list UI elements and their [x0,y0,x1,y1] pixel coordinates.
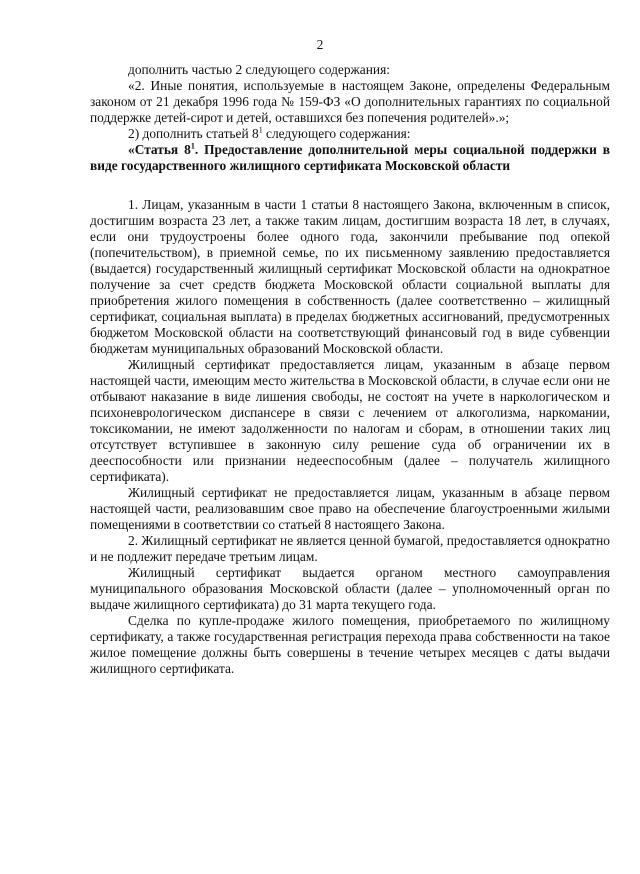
paragraph-transaction-deadline: Сделка по купле-продаже жилого помещения, приобретаемого по жилищному сертификату, а также государственная регистрация перехода права собственности на такое жилое помещение должны быть совершены в течение четырех месяцев с даты выдачи жилищного сертификата. [90,613,610,676]
article-title-start: «Статья 8 [128,142,191,157]
article-title-superscript: 1 [190,141,195,151]
paragraph-add-article [90,126,610,142]
add-article-text: 2) дополнить статьей 8 [128,126,259,141]
paragraph-clause-1: 1. Лицам, указанным в части 1 статьи 8 настоящего Закона, включенным в список, достигшим возраста 23 лет, а также таким лицам, достигшим возраста 18 лет, в случаях, если они трудоустроены более одного года, закончили пребывание под опекой (попечительством), в приемной семье, по их письменному заявлению предоставляется (выдается) государственный жилищный сертификат Московской области на однократное получение за счет средств бюджета Московской области социальной выплаты для приобретения жилого помещения в собственность (далее соответственно – жилищный сертификат, социальная выплата) в пределах бюджетных ассигнований, предусмотренных бюджетом Московской области на соответствующий финансовый год в виде субвенции бюджетам муниципальных образований Московской области. [90,197,610,356]
paragraph-eligibility: Жилищный сертификат предоставляется лицам, указанным в абзаце первом настоящей части, имеющим место жительства в Московской области, в случае если они не отбывают наказание в виде лишения свободы, не состоят на учете в наркологическом и психоневрологическом диспансере в связи с лечением от алкоголизма, наркомании, токсикомании, не имеют задолженности по налогам и сборам, в отношении таких лиц отсутствует вступившее в законную силу решение суда об ограничении их в дееспособности или признании недееспособным (далее – получатель жилищного сертификата). [90,357,610,484]
paragraph-issuing-authority: Жилищный сертификат выдается органом местного самоуправления муниципального образования Московской области (далее – уполномоченный орган по выдаче жилищного сертификата) до 31 марта текущего года. [90,565,610,612]
paragraph-part-2-definition: «2. Иные понятия, используемые в настоящем Законе, определены Федеральным законом от 21 декабря 1996 года № 159-ФЗ «О дополнительных гарантиях по социальной поддержке детей-сирот и детей, оставшихся без попечения родителей».»; [90,78,610,125]
paragraph-intro: дополнить частью 2 следующего содержания: [128,62,390,77]
document-body [90,62,610,677]
section-spacer [90,174,610,197]
add-article-superscript: 1 [258,125,263,135]
paragraph-exclusion: Жилищный сертификат не предоставляется лицам, указанным в абзаце первом настоящей части, реализовавшим свое право на обеспечение благоустроенными жилыми помещениями в соответствии со статьей 8 настоящего Закона. [90,485,610,532]
article-title-end: . Предоставление дополнительной меры социальной поддержки в виде государственного жилищного сертификата Московской области [90,142,610,173]
add-article-text-end: следующего содержания: [262,126,411,141]
page-number: 2 [316,37,324,52]
article-title [90,142,610,174]
paragraph-clause-2: 2. Жилищный сертификат не является ценной бумагой, предоставляется однократно и не подлежит передаче третьим лицам. [90,533,610,564]
